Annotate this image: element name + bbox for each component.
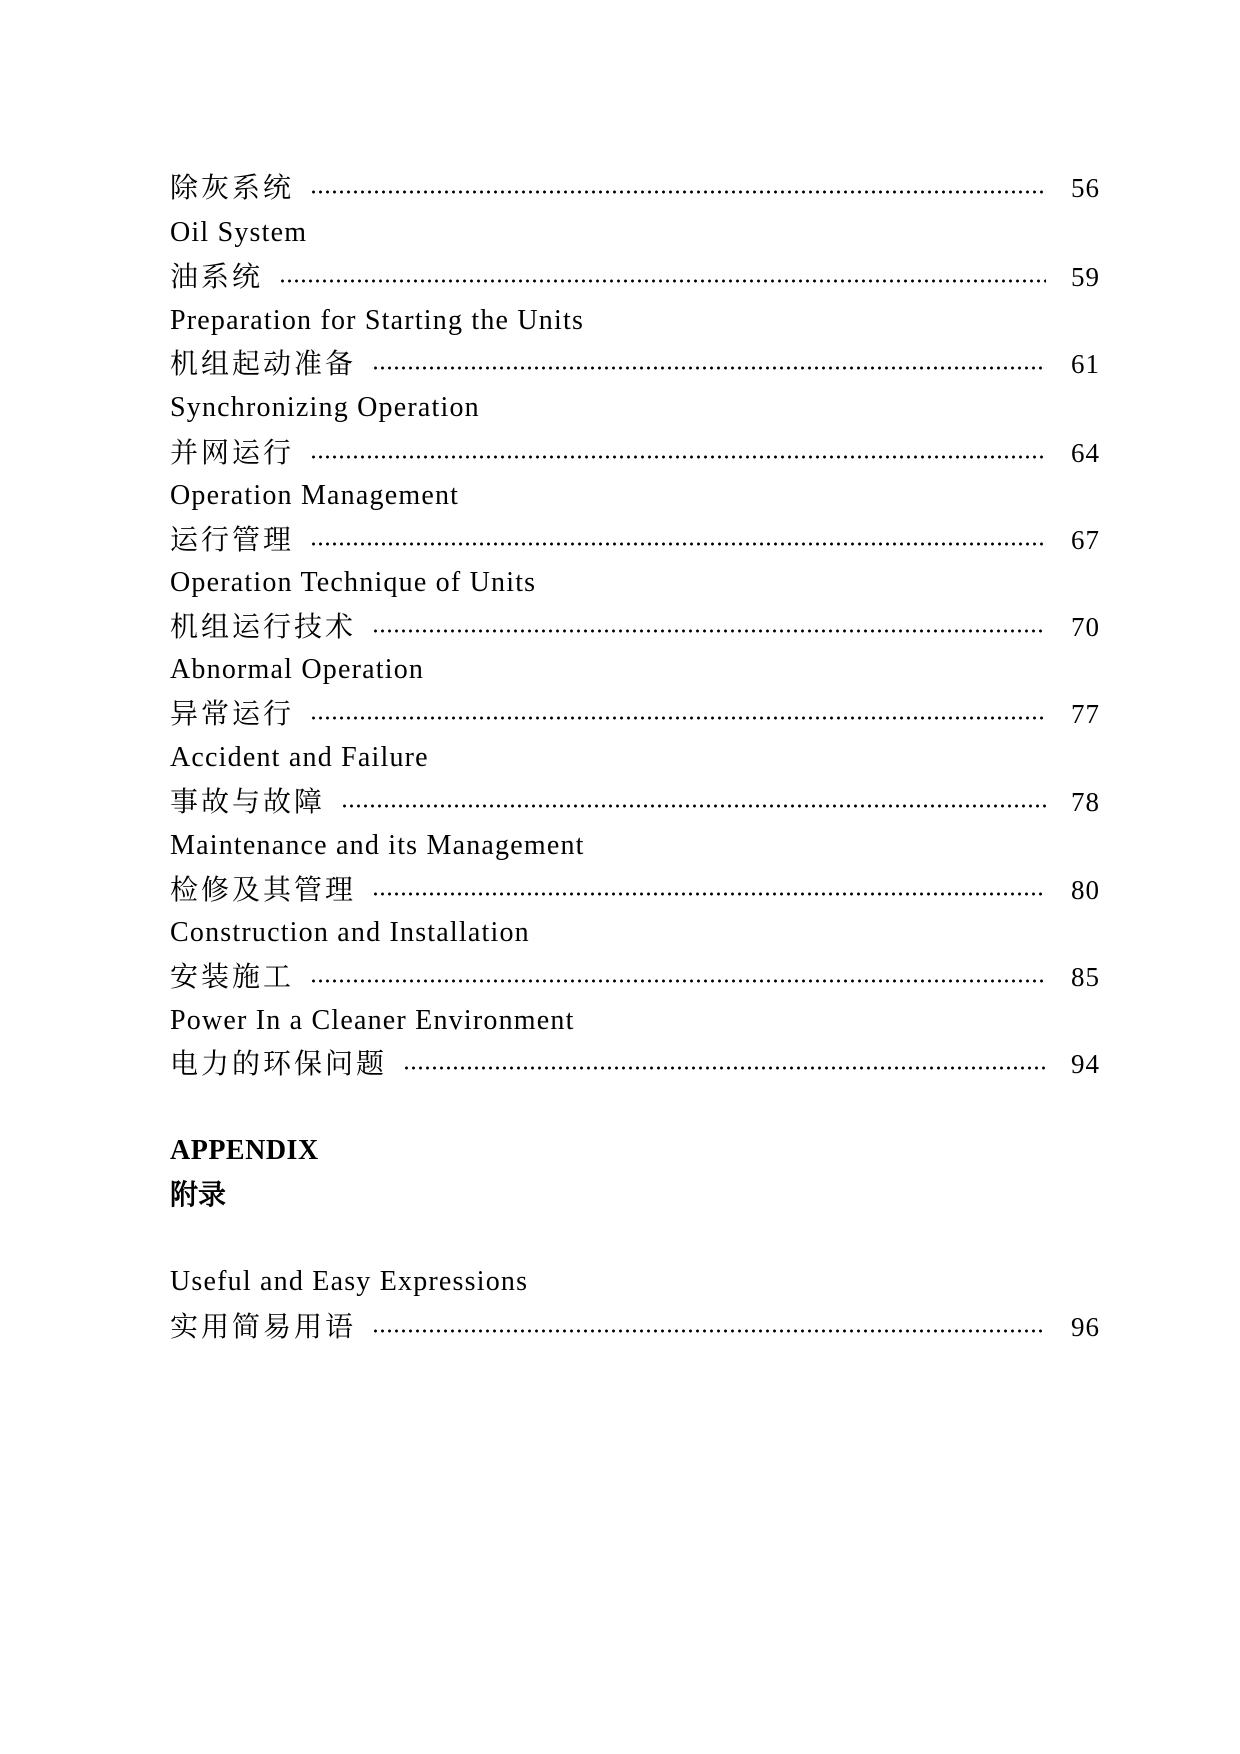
dot-leader — [279, 279, 1046, 283]
toc-entry-en-title: Oil System — [170, 217, 308, 248]
toc-entry-en-title: Operation Technique of Units — [170, 567, 537, 598]
toc-entry-cn-title: 机组起动准备 — [170, 347, 357, 380]
toc-page-number: 78 — [1071, 787, 1100, 817]
appendix-heading-en: APPENDIX — [170, 1135, 319, 1166]
toc-entry-cn-title: 油系统 — [170, 260, 264, 293]
dot-leader — [310, 542, 1046, 546]
toc-entry-cn-title: 检修及其管理 — [170, 873, 357, 906]
toc-page-number: 64 — [1071, 438, 1100, 468]
toc-page-number: 96 — [1071, 1312, 1100, 1342]
toc-entry-oil-system[interactable] — [170, 257, 1100, 297]
toc-entry-operation-technique[interactable] — [170, 607, 1100, 647]
toc-entry-environment[interactable] — [170, 1044, 1100, 1084]
toc-entry-en-title: Operation Management — [170, 480, 460, 511]
toc-entry-en-title: Synchronizing Operation — [170, 392, 480, 423]
dot-leader — [372, 892, 1046, 896]
toc-entry-synchronizing[interactable] — [170, 433, 1100, 473]
toc-entry-en-title: Construction and Installation — [170, 917, 530, 948]
dot-leader — [310, 190, 1046, 194]
toc-entry-ash-removal[interactable] — [170, 168, 1100, 208]
toc-page-number: 94 — [1071, 1049, 1100, 1079]
appendix-heading-cn: 附录 — [170, 1178, 227, 1211]
toc-entry-cn-title: 机组运行技术 — [170, 610, 357, 643]
toc-page-number: 85 — [1071, 962, 1100, 992]
toc-entry-operation-management[interactable] — [170, 520, 1100, 560]
dot-leader — [372, 629, 1046, 633]
toc-entry-cn-title: 实用简易用语 — [170, 1310, 357, 1343]
toc-entry-abnormal-operation[interactable] — [170, 694, 1100, 734]
toc-entry-cn-title: 安装施工 — [170, 960, 295, 993]
dot-leader — [310, 455, 1046, 459]
dot-leader — [403, 1066, 1046, 1070]
toc-page-number: 67 — [1071, 525, 1100, 555]
dot-leader — [310, 716, 1046, 720]
toc-entry-en-title: Preparation for Starting the Units — [170, 305, 585, 336]
dot-leader — [310, 979, 1046, 983]
dot-leader — [372, 1329, 1046, 1333]
toc-page-number: 56 — [1071, 173, 1100, 203]
toc-entry-en-title: Maintenance and its Management — [170, 830, 585, 861]
toc-entry-preparation[interactable] — [170, 344, 1100, 384]
toc-page-number: 59 — [1071, 262, 1100, 292]
toc-page-number: 80 — [1071, 875, 1100, 905]
toc-entry-accident-failure[interactable] — [170, 782, 1100, 822]
toc-entry-cn-title: 异常运行 — [170, 697, 295, 730]
toc-entry-en-title: Accident and Failure — [170, 742, 429, 773]
toc-entry-construction[interactable] — [170, 957, 1100, 997]
dot-leader — [341, 804, 1046, 808]
toc-entry-useful-expressions[interactable] — [170, 1307, 1100, 1347]
toc-entry-en-title: Useful and Easy Expressions — [170, 1266, 529, 1297]
toc-entry-cn-title: 除灰系统 — [170, 171, 295, 204]
toc-page-number: 77 — [1071, 699, 1100, 729]
toc-entry-cn-title: 电力的环保问题 — [170, 1047, 388, 1080]
toc-entry-maintenance[interactable] — [170, 870, 1100, 910]
toc-entry-en-title: Abnormal Operation — [170, 654, 425, 685]
dot-leader — [372, 366, 1046, 370]
toc-entry-cn-title: 并网运行 — [170, 436, 295, 469]
toc-page-number: 61 — [1071, 349, 1100, 379]
toc-entry-en-title: Power In a Cleaner Environment — [170, 1005, 575, 1036]
toc-page-number: 70 — [1071, 612, 1100, 642]
toc-entry-cn-title: 运行管理 — [170, 523, 295, 556]
toc-entry-cn-title: 事故与故障 — [170, 785, 326, 818]
